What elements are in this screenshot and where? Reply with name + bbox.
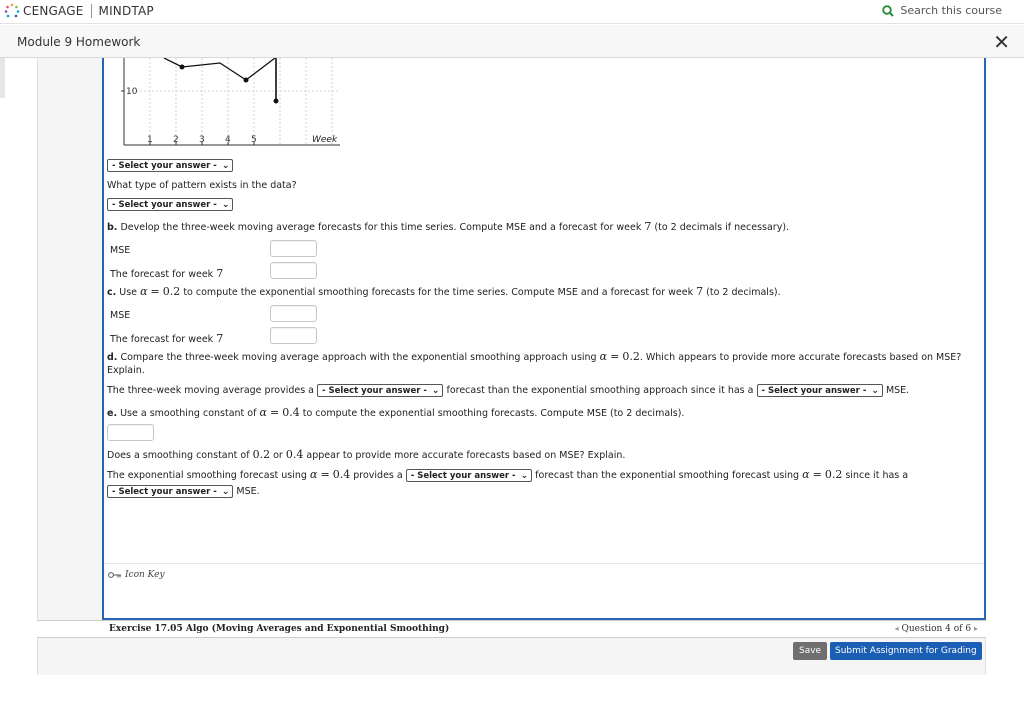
part-a-answer-row [107, 159, 233, 172]
part-d-prompt [107, 350, 961, 363]
select-text: - Select your answer - [112, 199, 217, 210]
part-d-text: Compare the three-week moving average approach with the exponential smoothing approach using [120, 352, 597, 363]
icon-key-label: Icon Key [125, 570, 165, 580]
part-e-mse-input[interactable] [107, 424, 154, 441]
submit-assignment-button[interactable]: Submit Assignment for Grading [830, 642, 982, 660]
chevron-down-icon: ⌄ [221, 199, 230, 210]
x-tick-label-3: 3 [199, 135, 205, 145]
prev-question-icon[interactable]: ◂ [894, 624, 899, 633]
part-d-sentence-mid: forecast than the exponential smoothing approach since it has a [446, 385, 754, 396]
part-b-prompt [107, 220, 789, 233]
part-e-text: Use a smoothing constant of [120, 408, 257, 419]
part-e-s-last: MSE. [236, 486, 260, 497]
alpha-symbol: α [309, 468, 318, 481]
chevron-down-icon: ⌄ [221, 160, 230, 171]
part-c-text: Use [119, 287, 138, 298]
exercise-title: Exercise 17.05 Algo (Moving Averages and Exponential Smoothing) [109, 624, 450, 634]
product-name: MINDTAP [98, 4, 154, 18]
part-e-s-mid2: forecast than the exponential smoothing forecast using [535, 470, 800, 481]
part-e-q-pre: Does a smoothing constant of [107, 450, 250, 461]
alpha-value: 0.2 [622, 350, 640, 363]
chevron-down-icon: ⌄ [431, 385, 440, 396]
question-nav[interactable] [895, 624, 978, 634]
top-bar [0, 0, 1024, 24]
equals-sign: = [269, 406, 280, 419]
part-c-letter: c. [107, 287, 117, 298]
x-tick-label-4: 4 [225, 135, 231, 145]
time-series-chart [104, 58, 354, 152]
module-bar [0, 25, 1024, 58]
exercise-bar [37, 620, 986, 638]
part-e-letter: e. [107, 408, 118, 419]
part-b-forecast-row [110, 267, 223, 280]
select-text: - Select your answer - [410, 470, 516, 481]
equals-sign: = [812, 468, 822, 481]
part-e-sentence-line2 [107, 485, 260, 498]
select-text: - Select your answer - [322, 385, 427, 396]
module-title: Module 9 Homework [17, 35, 141, 49]
part-c-text-end: (to 2 decimals). [706, 287, 781, 298]
part-e-s-mid: provides a [353, 470, 403, 481]
part-b-letter: b. [107, 222, 118, 233]
brand-name: CENGAGE [23, 4, 84, 18]
pattern-question: What type of pattern exists in the data? [107, 180, 297, 191]
part-e-s-pre: The exponential smoothing forecast using [107, 470, 307, 481]
part-c-mse-input[interactable] [270, 305, 317, 322]
part-d-letter: d. [107, 352, 118, 363]
select-text: - Select your answer - [761, 385, 867, 396]
x-tick-label-1: 1 [147, 135, 153, 145]
alpha-value: 0.4 [282, 406, 300, 419]
part-b-mse-input[interactable] [270, 240, 317, 257]
part-b-forecast-input[interactable] [270, 262, 317, 279]
icon-key-row [104, 563, 984, 618]
pattern-answer-row [107, 198, 233, 211]
part-e-select-mse[interactable] [107, 485, 233, 498]
part-b-week: 7 [644, 220, 652, 233]
part-d-explain: Explain. [107, 365, 145, 376]
alpha-option-b: 0.4 [285, 448, 304, 461]
part-e-text-end: to compute the exponential smoothing forecasts. Compute MSE (to 2 decimals). [302, 408, 685, 419]
part-b-forecast-label: The forecast for week [110, 269, 214, 280]
part-e-sentence [107, 468, 908, 482]
next-question-icon[interactable]: ▸ [973, 624, 978, 633]
select-text: - Select your answer - [112, 160, 217, 171]
y-tick-label: 10 [126, 87, 138, 97]
pattern-select[interactable] [107, 198, 233, 211]
alpha-value: 0.4 [332, 468, 351, 481]
chevron-down-icon: ⌄ [221, 486, 230, 497]
part-c-week: 7 [696, 285, 704, 298]
close-icon[interactable]: ✕ [993, 30, 1010, 54]
equals-sign: = [150, 285, 160, 298]
part-d-sentence-pre: The three-week moving average provides a [107, 385, 315, 396]
search-placeholder: Search this course [900, 4, 1002, 17]
data-point-2 [180, 65, 185, 70]
alpha-symbol: α [140, 285, 148, 298]
part-e-prompt [107, 406, 684, 419]
alpha-symbol: α [599, 350, 608, 363]
part-e-question [107, 448, 625, 461]
part-d-select-accuracy[interactable] [317, 384, 443, 397]
part-c-text-mid: to compute the exponential smoothing forecasts for the time series. Compute MSE and a forecast for week [183, 287, 694, 298]
search-icon [882, 5, 894, 17]
or-text: or [273, 450, 283, 461]
part-d-select-mse[interactable] [757, 384, 883, 397]
part-b-text: Develop the three-week moving average forecasts for this time series. Compute MSE and a forecast for week [120, 222, 642, 233]
part-d-text-end: . Which appears to provide more accurate forecasts based on MSE? [639, 352, 962, 363]
search-course[interactable] [882, 4, 1002, 17]
cengage-logo-icon [4, 3, 20, 19]
select-text: - Select your answer - [112, 486, 217, 497]
part-d-sentence [107, 384, 909, 397]
alpha-symbol: α [802, 468, 810, 481]
part-c-forecast-row [110, 332, 223, 345]
key-icon [108, 571, 122, 579]
part-a-select[interactable] [107, 159, 233, 172]
alpha-value: 0.2 [162, 285, 181, 298]
part-e-q-post: appear to provide more accurate forecasts based on MSE? Explain. [306, 450, 626, 461]
part-e-select-accuracy[interactable] [406, 469, 532, 482]
logo-divider [91, 4, 92, 18]
question-nav-label: Question 4 of 6 [901, 624, 972, 634]
chevron-down-icon: ⌄ [520, 470, 529, 481]
data-point-4 [244, 78, 249, 83]
part-c-forecast-week: 7 [216, 332, 224, 345]
save-button[interactable]: Save [793, 642, 827, 660]
x-tick-label-5: 5 [251, 135, 257, 145]
part-b-text-end: (to 2 decimals if necessary). [654, 222, 790, 233]
part-d-sentence-end: MSE. [885, 385, 910, 396]
equals-sign: = [610, 350, 620, 363]
x-axis-label: Week [312, 135, 338, 145]
data-point-5 [274, 99, 279, 104]
part-b-forecast-week: 7 [216, 267, 224, 280]
part-b-mse-label: MSE [110, 245, 131, 256]
alpha-symbol: α [259, 406, 267, 419]
left-edge-strip [0, 58, 5, 98]
part-c-forecast-input[interactable] [270, 327, 317, 344]
x-ticks [147, 135, 257, 145]
cengage-logo[interactable] [4, 3, 154, 19]
part-c-forecast-label: The forecast for week [110, 334, 214, 345]
part-c-mse-label: MSE [110, 310, 131, 321]
x-tick-label-2: 2 [173, 135, 179, 145]
part-e-s-end: since it has a [845, 470, 909, 481]
chevron-down-icon: ⌄ [871, 385, 879, 396]
part-c-prompt [107, 285, 781, 298]
alpha-value: 0.2 [824, 468, 843, 481]
icon-key[interactable] [108, 570, 165, 580]
equals-sign: = [320, 468, 330, 481]
alpha-option-a: 0.2 [252, 448, 271, 461]
